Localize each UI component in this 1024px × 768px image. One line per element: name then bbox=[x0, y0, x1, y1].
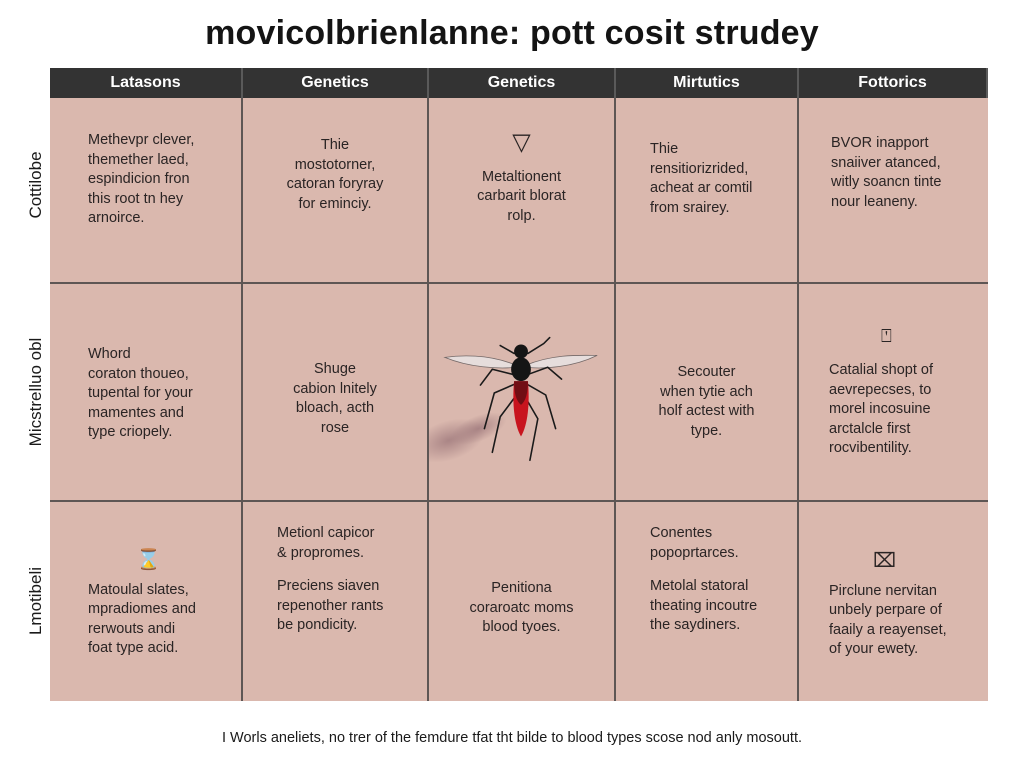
column-header-3: Genetics bbox=[429, 68, 616, 98]
column-header-1: Latasons bbox=[50, 68, 243, 98]
cell-r3c4 bbox=[616, 502, 799, 701]
cell-r1c3 bbox=[429, 98, 616, 284]
cell-text-top: Metionl capicor & propromes. bbox=[277, 525, 375, 561]
comparison-grid bbox=[50, 68, 988, 701]
cell-text: Secouter when tytie ach holf actest with type. bbox=[658, 364, 755, 439]
cell-text: Thie mostotorner, catoran foryray for eminciy. bbox=[286, 137, 384, 212]
footer-caption: I Worls aneliets, no trer of the femdure tfat tht bilde to blood types scose nod anly mosoutt. bbox=[221, 730, 803, 746]
cell-r2c4 bbox=[616, 284, 799, 502]
cell-text: Matoulal slates, mpradiomes and rerwouts andi foat type acid. bbox=[88, 581, 196, 656]
cell-text: Pirclune nervitan unbely perpare of faaily a reayenset, of your ewety. bbox=[829, 582, 947, 657]
cell-r2c3 bbox=[429, 284, 616, 502]
bottle-icon: ⍞ bbox=[881, 326, 892, 347]
cell-text: Whord coraton thoueo, tupental for your mamentes and type criopely. bbox=[88, 346, 193, 441]
cell-text: Metaltionent carbarit blorat rolp. bbox=[477, 168, 566, 224]
cell-r2c2 bbox=[243, 284, 429, 502]
column-header-4: Mirtutics bbox=[616, 68, 799, 98]
cell-text: Thie rensitiorizrided, acheat ar comtil from srairey. bbox=[650, 141, 753, 216]
cell-text: Catalial shopt of aevrepecses, to morel incosuine arctalcle first rocvibentility. bbox=[829, 362, 933, 457]
cell-text: Shuge cabion lnitely bloach, acth rose bbox=[293, 361, 377, 436]
cell-r3c3 bbox=[429, 502, 616, 701]
hourglass-icon: ⌛ bbox=[136, 548, 161, 571]
cell-r3c5 bbox=[799, 502, 988, 701]
cell-text: Preciens siaven repenother rants be pondicity. bbox=[277, 578, 384, 633]
cell-r1c2 bbox=[243, 98, 429, 284]
cell-r2c1 bbox=[50, 284, 243, 502]
column-header-5: Fottorics bbox=[799, 68, 988, 98]
cell-text: Metolal statoral theating incoutre the saydiners. bbox=[650, 578, 758, 633]
cell-r1c4 bbox=[616, 98, 799, 284]
page-title: movicolbrienlanne: pott cosit strudey bbox=[205, 14, 819, 52]
cell-text: Penitiona coraroatc moms blood tyoes. bbox=[469, 580, 574, 636]
cell-text-top: Conentes popoprtarces. bbox=[650, 525, 739, 561]
cell-r2c5 bbox=[799, 284, 988, 502]
cell-r1c1 bbox=[50, 98, 243, 284]
mosquito-icon bbox=[429, 284, 614, 500]
cell-text: BVOR inapport snaiiver atanced, witly soancn tinte nour leaneny. bbox=[831, 135, 942, 210]
column-header-2: Genetics bbox=[243, 68, 429, 98]
cell-r1c5 bbox=[799, 98, 988, 284]
triangle-icon: ▽ bbox=[512, 128, 531, 156]
cell-r3c1 bbox=[50, 502, 243, 701]
cell-text: Methevpr clever, themether laed, espindicion fron this root tn hey arnoirce. bbox=[88, 132, 195, 227]
folder-icon: ⌧ bbox=[873, 549, 897, 572]
cell-r3c2 bbox=[243, 502, 429, 701]
